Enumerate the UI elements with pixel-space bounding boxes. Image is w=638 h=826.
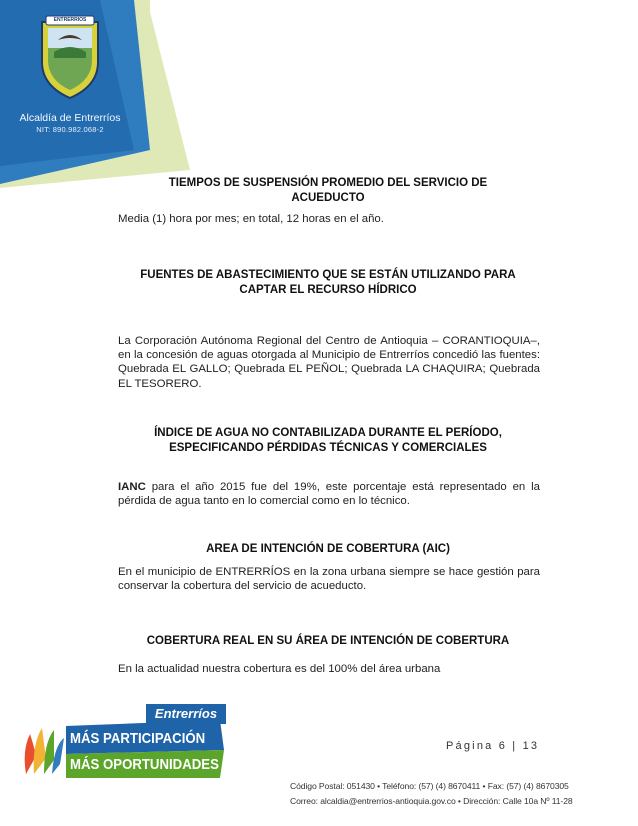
- heading-line: ESPECIFICANDO PÉRDIDAS TÉCNICAS Y COMERCIALES: [169, 441, 487, 454]
- footer-brand-top: Entrerríos: [154, 706, 218, 721]
- heading-line: FUENTES DE ABASTECIMIENTO QUE SE ESTÁN UTILIZANDO PARA: [140, 269, 516, 281]
- heading-line: ÍNDICE DE AGUA NO CONTABILIZADA DURANTE EL PERÍODO,: [154, 427, 502, 439]
- heading-line: ACUEDUCTO: [291, 191, 365, 204]
- footer-slogan-2: MÁS OPORTUNIDADES: [70, 756, 219, 773]
- hands-icon: [25, 728, 64, 774]
- section-heading-aic: [118, 542, 538, 557]
- section-heading-cobertura: [118, 634, 538, 649]
- municipal-shield-logo: [36, 14, 104, 100]
- footer-contact-line-2: Correo: alcaldia@entrerrios-antioquia.gov.co • Dirección: Calle 10a Nº 11-28: [290, 796, 573, 806]
- section-body-suspension: Media (1) hora por mes; en total, 12 horas en el año.: [118, 213, 384, 225]
- page-number: Página 6 | 13: [446, 740, 540, 752]
- ianc-text: para el año 2015 fue del 19%, este porcentaje está representado en la pérdida de agua tanto en lo comercial como en lo técnico.: [118, 481, 540, 508]
- section-body-cobertura: En la actualidad nuestra cobertura es del 100% del área urbana: [118, 663, 441, 675]
- section-body-fuentes: La Corporación Autónoma Regional del Centro de Antioquia – CORANTIOQUIA–, en la concesión de aguas otorgada al Municipio de Entrerríos concedió las fuentes: Quebrada EL GALLO; Quebrada EL PEÑOL; Quebrada LA CHAQUIRA; Quebrada EL TESORERO.: [118, 335, 540, 390]
- heading-line: TIEMPOS DE SUSPENSIÓN PROMEDIO DEL SERVICIO DE: [168, 177, 488, 189]
- logo-banner-text: ENTRERRIOS: [53, 17, 87, 23]
- footer-contact-line-1: Código Postal: 051430 • Teléfono: (57) (4) 8670411 • Fax: (57) (4) 8670305: [290, 781, 569, 791]
- section-heading-ianc: [118, 426, 538, 455]
- section-body-aic: En el municipio de ENTRERRÍOS en la zona urbana siempre se hace gestión para conservar la cobertura del servicio de acueducto.: [118, 566, 540, 593]
- section-body-ianc: [118, 480, 540, 508]
- municipality-nit: NIT: 890.982.068-2: [36, 125, 104, 134]
- ianc-term: IANC: [118, 481, 146, 493]
- section-heading-suspension: [118, 176, 538, 205]
- section-heading-fuentes: [118, 268, 538, 297]
- municipality-name: Alcaldía de Entrerríos: [19, 112, 121, 124]
- heading-line: COBERTURA REAL EN SU ÁREA DE INTENCIÓN DE COBERTURA: [146, 635, 510, 647]
- footer-brand-logo: [20, 700, 234, 780]
- heading-line: CAPTAR EL RECURSO HÍDRICO: [239, 283, 417, 296]
- footer-slogan-1: MÁS PARTICIPACIÓN: [70, 730, 206, 747]
- heading-line: AREA DE INTENCIÓN DE COBERTURA (AIC): [206, 543, 450, 555]
